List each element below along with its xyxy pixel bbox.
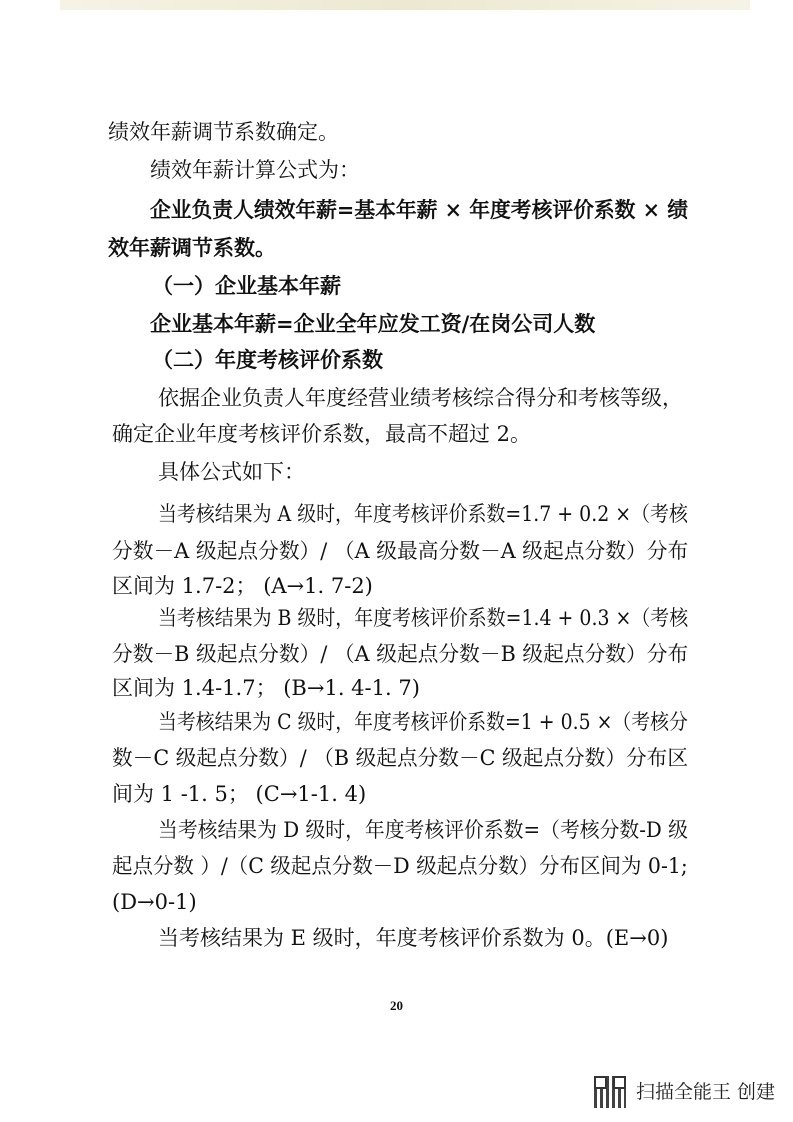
section-heading: （二）年度考核评价系数 [152,347,383,372]
section-heading: （一）企业基本年薪 [152,273,341,298]
scanner-watermark [594,1076,784,1108]
grade-c-line: 当考核结果为 C 级时，年度考核评价系数=1 + 0.5 ×（考核分 [158,710,688,734]
grade-b-line: 当考核结果为 B 级时，年度考核评价系数=1.4 + 0.3 ×（考核 [158,606,689,630]
paragraph-line: 绩效年薪调节系数确定。 [108,120,339,144]
grade-b-line: 区间为 1.4-1.7； (B→1. 4-1. 7) [112,676,420,700]
grade-c-line: 数－C 级起点分数）/ （B 级起点分数－C 级起点分数）分布区 [112,746,688,770]
formula-line: 企业基本年薪=企业全年应发工资/在岗公司人数 [150,311,596,336]
grade-d-line: 当考核结果为 D 级时，年度考核评价系数=（考核分数-D 级 [158,818,688,842]
grade-e-line: 当考核结果为 E 级时，年度考核评价系数为 0。(E→0) [158,926,669,950]
grade-a-line: 分数－A 级起点分数）/ （A 级最高分数－A 级起点分数）分布 [112,539,689,563]
grade-c-line: 间为 1 -1. 5； (C→1-1. 4) [112,782,367,806]
paragraph-line: 依据企业负责人年度经营业绩考核综合得分和考核等级， [158,386,683,410]
grade-d-line: (D→0-1) [112,890,197,914]
qr-code-icon [594,1076,626,1108]
grade-d-line: 起点分数 ）/（C 级起点分数－D 级起点分数）分布区间为 0-1; [112,854,688,878]
paragraph-line: 具体公式如下： [158,460,305,484]
formula-line: 企业负责人绩效年薪=基本年薪 × 年度考核评价系数 × 绩 [150,197,689,222]
page-number: 20 [390,998,403,1013]
watermark-text: 扫描全能王 创建 [636,1081,776,1103]
grade-a-line: 当考核结果为 A 级时，年度考核评价系数=1.7 + 0.2 ×（考核 [158,502,688,526]
grade-a-line: 区间为 1.7-2； (A→1. 7-2) [112,574,373,598]
formula-line: 效年薪调节系数。 [108,235,276,260]
paragraph-line: 绩效年薪计算公式为： [150,158,360,182]
paragraph-line: 确定企业年度考核评价系数，最高不超过 2。 [112,422,532,446]
grade-b-line: 分数－B 级起点分数）/ （A 级起点分数－B 级起点分数）分布 [112,642,689,666]
scan-top-edge [60,0,750,10]
